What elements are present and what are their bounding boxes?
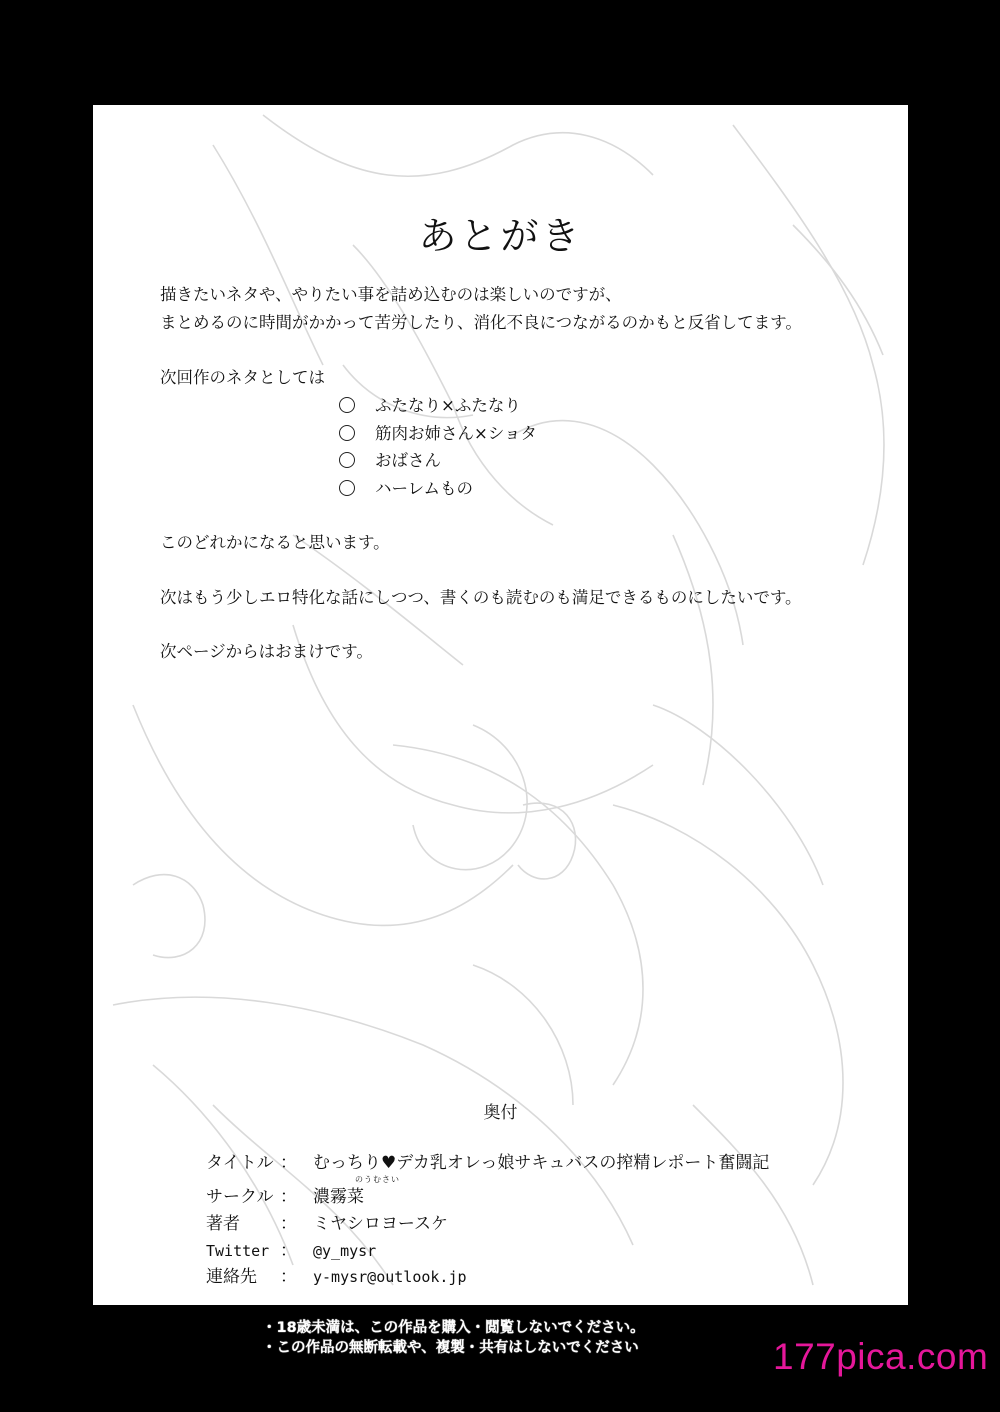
- colophon-row-title: [206, 1148, 769, 1173]
- circle-bullet-icon: [339, 397, 355, 413]
- option-label: ふたなり×ふたなり: [375, 396, 521, 415]
- circle-bullet-icon: [339, 480, 355, 496]
- circle-bullet-icon: [339, 425, 355, 441]
- afterword-title: あとがき: [418, 214, 583, 258]
- option-item: [339, 447, 441, 471]
- afterword-page: [93, 105, 908, 1305]
- colophon-sep: ：: [280, 1241, 297, 1261]
- afterword-line-1: 描きたいネタや、やりたい事を詰め込むのは楽しいのですが、: [160, 285, 622, 304]
- afterword-line-2: まとめるのに時間がかかって苦労したり、消化不良につながるのかもと反省してます。: [160, 313, 802, 332]
- site-watermark: 177pica.com: [773, 1336, 989, 1377]
- colophon-sep: ：: [280, 1214, 297, 1234]
- colophon-sep: ：: [280, 1153, 297, 1173]
- colophon-row-circle: [206, 1182, 364, 1207]
- colophon-row-twitter: [206, 1236, 376, 1261]
- twitter-handle[interactable]: @y_mysr: [313, 1242, 377, 1260]
- colophon-row-author: [206, 1209, 448, 1234]
- bonus-text: 次ページからはおまけです。: [160, 642, 373, 661]
- option-label: おばさん: [375, 451, 441, 470]
- contact-email[interactable]: y-mysr@outlook.jp: [313, 1268, 467, 1286]
- colophon-row-contact: [206, 1262, 467, 1287]
- colophon-title: 奥付: [483, 1103, 518, 1123]
- colophon-sep: ：: [280, 1267, 297, 1287]
- option-label: 筋肉お姉さん×ショタ: [375, 424, 537, 443]
- colophon-key: Twitter: [206, 1242, 270, 1260]
- colophon-value: ミヤシロヨースケ: [313, 1214, 448, 1234]
- colophon-key: タイトル: [206, 1153, 274, 1173]
- colophon-value: 濃霧菜: [313, 1187, 364, 1207]
- option-item: [339, 392, 521, 416]
- circle-ruby: のうむさい: [355, 1175, 400, 1184]
- next-work-intro: 次回作のネタとしては: [160, 368, 325, 387]
- plan-text: 次はもう少しエロ特化な話にしつつ、書くのも読むのも満足できるものにしたいです。: [160, 588, 802, 607]
- colophon-key: 著者: [206, 1214, 240, 1234]
- no-reproduction-notice: ・この作品の無断転載や、複製・共有はしないでください: [262, 1340, 639, 1356]
- colophon-key: 連絡先: [206, 1267, 257, 1287]
- option-item: [339, 420, 537, 444]
- colophon-sep: ：: [280, 1187, 297, 1207]
- colophon-value: むっちり♥デカ乳オレっ娘サキュバスの搾精レポート奮闘記: [313, 1153, 770, 1173]
- colophon-key: サークル: [206, 1187, 274, 1207]
- option-label: ハーレムもの: [375, 479, 474, 498]
- conclusion-text: このどれかになると思います。: [160, 533, 390, 552]
- circle-bullet-icon: [339, 452, 355, 468]
- option-item: [339, 475, 473, 499]
- age-restriction-notice: ・18歳未満は、この作品を購入・閲覧しないでください。: [262, 1320, 645, 1336]
